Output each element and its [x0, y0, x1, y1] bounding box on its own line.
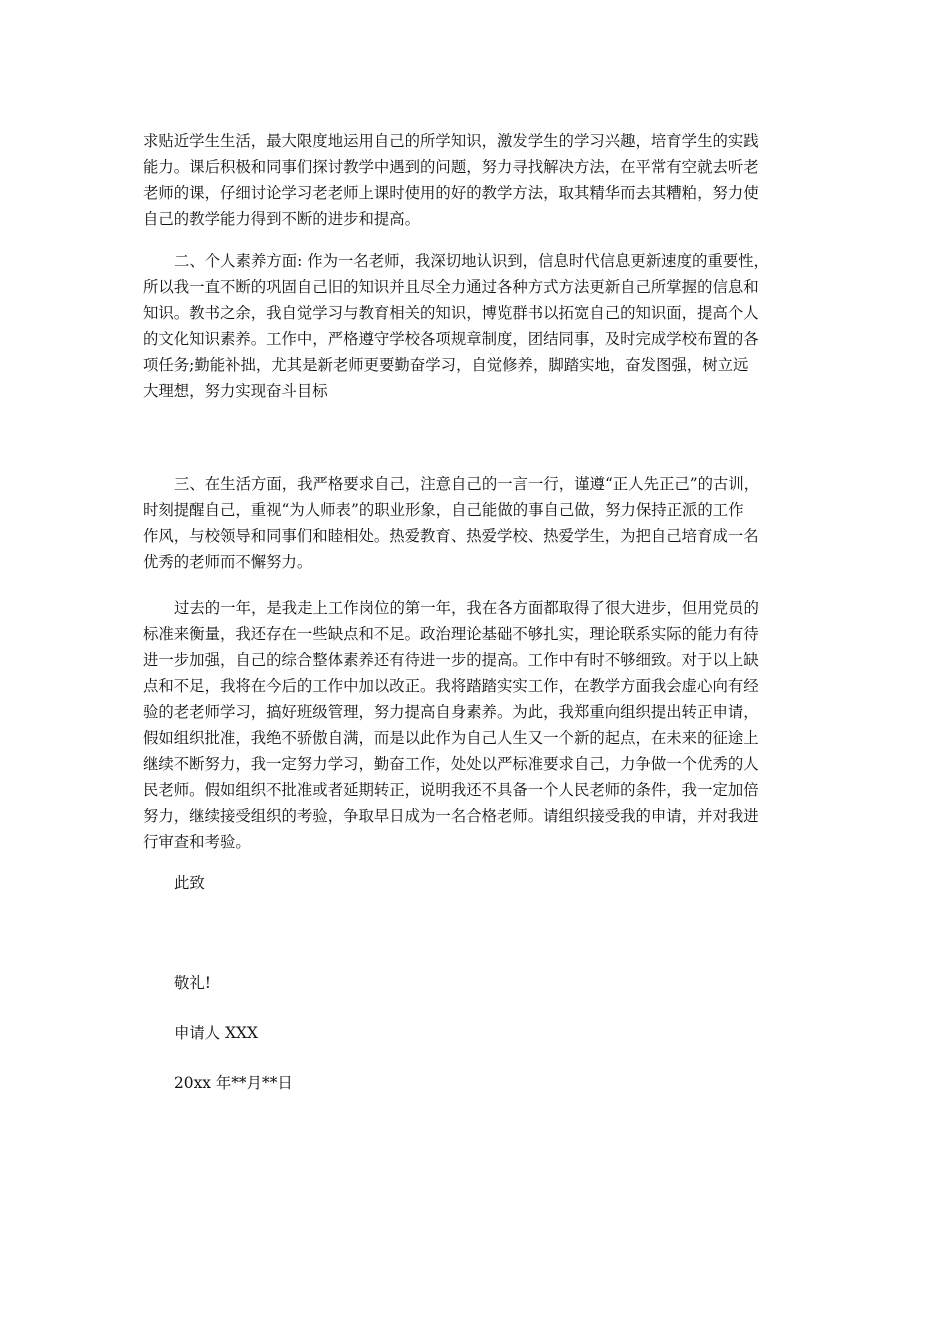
text-line: 进一步加强，自己的综合整体素养还有待进一步的提高。工作中有时不够细致。对于以上缺	[143, 651, 759, 669]
text-line: 的文化知识素养。工作中，严格遵守学校各项规章制度，团结同事，及时完成学校布置的各	[143, 330, 759, 348]
paragraph-personal-quality	[143, 248, 815, 404]
text-line: 优秀的老师而不懈努力。	[143, 553, 313, 571]
text-line: 项任务;勤能补拙，尤其是新老师更要勤奋学习，自觉修养，脚踏实地，奋发图强，树立远	[143, 356, 749, 374]
text-line: 所以我一直不断的巩固自己旧的知识并且尽全力通过各种方式方法更新自己所掌握的信息和	[143, 278, 759, 296]
text-line: 过去的一年，是我走上工作岗位的第一年，我在各方面都取得了很大进步，但用党员的	[174, 599, 759, 617]
text-line: 老师的课，仔细讨论学习老老师上课时使用的好的教学方法，取其精华而去其糟粕，努力使	[143, 184, 759, 202]
text-line: 民老师。假如组织不批准或者延期转正，说明我还不具备一个人民老师的条件，我一定加倍	[143, 781, 759, 799]
paragraph-summary	[143, 595, 815, 855]
text-line: 行审查和考验。	[143, 833, 251, 851]
text-line: 努力，继续接受组织的考验，争取早日成为一名合格老师。请组织接受我的申请，并对我进	[143, 807, 759, 825]
text-line: 点和不足，我将在今后的工作中加以改正。我将踏踏实实工作，在教学方面我会虚心向有经	[143, 677, 759, 695]
text-line: 二、个人素养方面: 作为一名老师，我深切地认识到，信息时代信息更新速度的重要性，	[174, 252, 769, 270]
text-line: 能力。课后积极和同事们探讨教学中遇到的问题，努力寻找解决方法，在平常有空就去听老	[143, 158, 759, 176]
date-text: 20xx 年**月**日	[174, 1074, 293, 1092]
applicant-text: 申请人 XXX	[174, 1024, 258, 1042]
closing-to	[143, 870, 815, 896]
salutation-text: 敬礼!	[174, 974, 211, 992]
paragraph-teaching-continued	[143, 128, 815, 232]
text-line: 假如组织批准，我绝不骄傲自满，而是以此作为自己人生又一个新的起点，在未来的征途上	[143, 729, 759, 747]
text-line: 时刻提醒自己，重视“为人师表”的职业形象，自己能做的事自己做，努力保持正派的工作	[143, 501, 744, 519]
text-line: 验的老老师学习，搞好班级管理，努力提高自身素养。为此，我郑重向组织提出转正申请，	[143, 703, 759, 721]
paragraph-life-aspect	[143, 471, 815, 575]
text-line: 作风，与校领导和同事们和睦相处。热爱教育、热爱学校、热爱学生，为把自己培育成一名	[143, 527, 759, 545]
text-line: 知识。教书之余，我自觉学习与教育相关的知识，博览群书以拓宽自己的知识面，提高个人	[143, 304, 759, 322]
text-line: 三、在生活方面，我严格要求自己，注意自己的一言一行，谨遵“正人先正己”的古训，	[174, 475, 760, 493]
salutation	[143, 970, 815, 996]
text-line: 大理想，努力实现奋斗目标	[143, 382, 328, 400]
applicant-signature	[143, 1020, 815, 1046]
closing-to-text: 此致	[174, 874, 205, 892]
date-line	[143, 1070, 815, 1096]
text-line: 自己的教学能力得到不断的进步和提高。	[143, 210, 421, 228]
text-line: 求贴近学生生活，最大限度地运用自己的所学知识，激发学生的学习兴趣，培育学生的实践	[143, 132, 759, 150]
text-line: 标准来衡量，我还存在一些缺点和不足。政治理论基础不够扎实，理论联系实际的能力有待	[143, 625, 759, 643]
text-line: 继续不断努力，我一定努力学习，勤奋工作，处处以严标准要求自己，力争做一个优秀的人	[143, 755, 759, 773]
